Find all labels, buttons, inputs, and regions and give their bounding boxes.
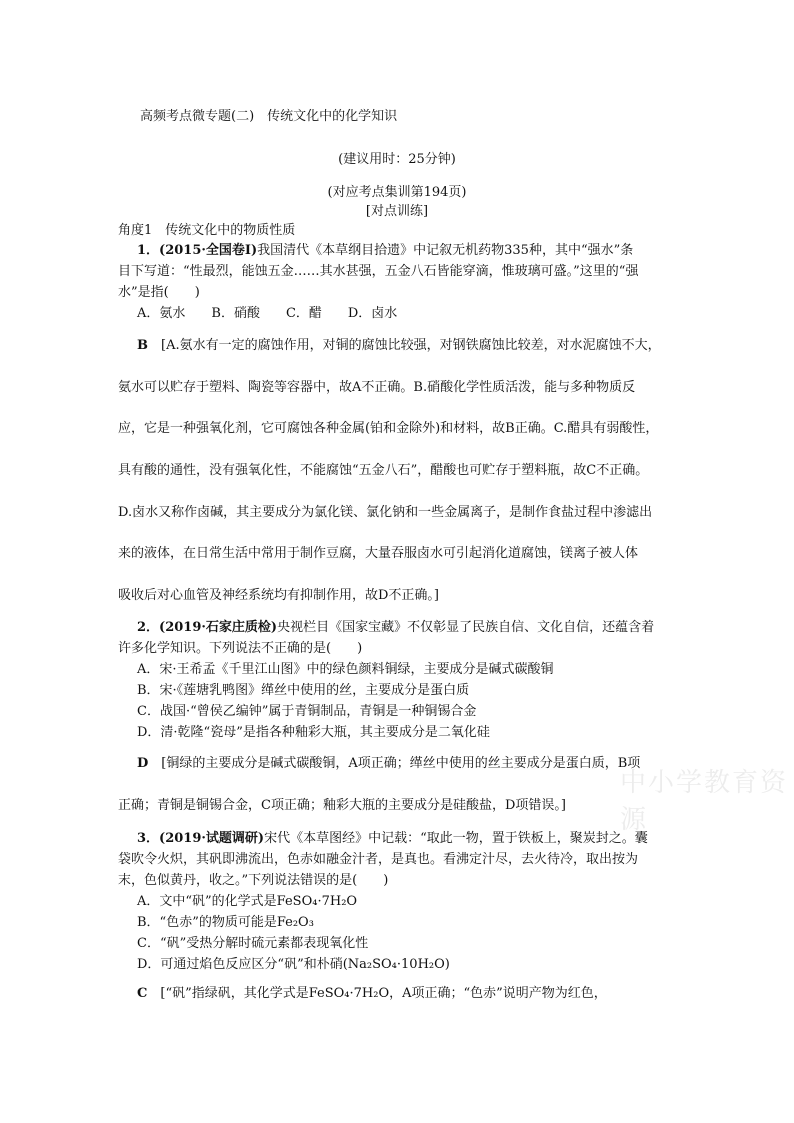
answer-3-line-1 — [137, 985, 709, 1003]
suggested-time: (建议用时：25分钟) — [338, 152, 456, 167]
answer-1-line-7: 吸收后对心血管及神经系统均有抑制作用，故D不正确。] — [118, 588, 439, 603]
question-1-options: A．氨水 B．硝酸 C．醋 D．卤水 — [137, 306, 398, 321]
answer-1-line-6: 来的液体，在日常生活中常用于制作豆腐，大量吞服卤水可引起消化道腐蚀，镁离子被人体 — [118, 546, 639, 561]
answer-1-explanation: [A.氨水有一定的腐蚀作用，对铜的腐蚀比较强，对钢铁腐蚀比较差，对水泥腐蚀不大， — [161, 338, 661, 353]
answer-1-line-3: 应，它是一种强氧化剂，它可腐蚀各种金属(铂和金除外)和材料，故B正确。C.醋具有弱酸性， — [118, 421, 659, 436]
answer-1-letter: B — [137, 338, 148, 353]
question-3-option-b: B．“色赤”的物质可能是Fe₂O₃ — [137, 915, 314, 930]
question-2-option-d: D．清·乾隆“瓷母”是指各种釉彩大瓶，其主要成分是二氧化硅 — [137, 725, 490, 740]
answer-2-letter: D — [137, 756, 149, 771]
question-1-line-1 — [137, 242, 707, 260]
question-2-line-1 — [137, 619, 707, 637]
question-3-source: (2019·试题调研) — [159, 831, 265, 846]
answer-2-line-2: 正确；青铜是铜锡合金，C项正确；釉彩大瓶的主要成分是硅酸盐，D项错误。] — [118, 798, 566, 813]
question-1-number: 1． — [137, 243, 160, 258]
question-2-number: 2． — [137, 620, 160, 635]
question-3-option-a: A．文中“矾”的化学式是FeSO₄·7H₂O — [137, 894, 358, 909]
question-1-line-2: 目下写道：“性最烈，能蚀五金……其水甚强，五金八石皆能穿滴，惟玻璃可盛。”这里的“强 — [118, 264, 639, 279]
answer-1-line-1 — [137, 337, 709, 355]
answer-2-explanation: [铜绿的主要成分是碱式碳酸铜，A项正确；缂丝中使用的丝主要成分是蛋白质，B项 — [161, 756, 641, 771]
question-2-option-a: A．宋·王希孟《千里江山图》中的绿色颜料铜绿，主要成分是碱式碳酸铜 — [137, 662, 554, 677]
question-3-option-c: C．“矾”受热分解时硫元素都表现氧化性 — [137, 936, 369, 951]
section-heading: [对点训练] — [365, 204, 429, 219]
question-2-line-2: 许多化学知识。下列说法不正确的是( ) — [118, 641, 363, 656]
answer-3-letter: C — [137, 986, 148, 1001]
question-3-number: 3． — [137, 831, 160, 846]
page-reference: (对应考点集训第194页) — [327, 185, 467, 200]
question-3-line-3: 末，色似黄丹，收之。”下列说法错误的是( ) — [118, 873, 389, 888]
answer-1-line-2: 氨水可以贮存于塑料、陶瓷等容器中，故A不正确。B.硝酸化学性质活泼，能与多种物质反 — [118, 380, 636, 395]
answer-3-explanation: [“矾”指绿矾，其化学式是FeSO₄·7H₂O，A项正确；“色赤”说明产物为红色， — [160, 986, 607, 1001]
question-3-line-2: 袋吹令火炽，其矾即沸流出，色赤如融金汁者，是真也。看沸定汁尽，去火待冷，取出按为 — [118, 852, 639, 867]
question-3-stem: 宋代《本草图经》中记载：“取此一物，置于铁板上，聚炭封之。囊 — [264, 831, 648, 846]
answer-1-line-4: 具有酸的通性，没有强氧化性，不能腐蚀“五金八石”，醋酸也可贮存于塑料瓶，故C不正确。 — [118, 463, 649, 478]
angle-heading: 角度1 传统文化中的物质性质 — [118, 223, 296, 238]
question-2-stem: 央视栏目《国家宝藏》不仅彰显了民族自信、文化自信，还蕴含着 — [277, 620, 655, 635]
answer-1-line-5: D.卤水又称作卤碱，其主要成分为氯化镁、氯化钠和一些金属离子，是制作食盐过程中渗滤出 — [118, 505, 653, 520]
page-title: 高频考点微专题(二) 传统文化中的化学知识 — [140, 109, 398, 124]
question-1-stem: 我国清代《本草纲目拾遗》中记叙无机药物335种，其中“强水”条 — [257, 243, 634, 258]
question-2-option-b: B．宋·《莲塘乳鸭图》缂丝中使用的丝，主要成分是蛋白质 — [137, 683, 470, 698]
question-2-option-c: C．战国·“曾侯乙编钟”属于青铜制品，青铜是一种铜锡合金 — [137, 704, 477, 719]
question-1-line-3: 水”是指( ) — [118, 285, 200, 300]
question-1-source: (2015·全国卷Ⅰ) — [159, 243, 258, 258]
watermark: 中小学教育资源 — [620, 768, 789, 835]
question-2-source: (2019·石家庄质检) — [159, 620, 278, 635]
question-3-option-d: D．可通过焰色反应区分“矾”和朴硝(Na₂SO₄·10H₂O) — [137, 957, 450, 972]
